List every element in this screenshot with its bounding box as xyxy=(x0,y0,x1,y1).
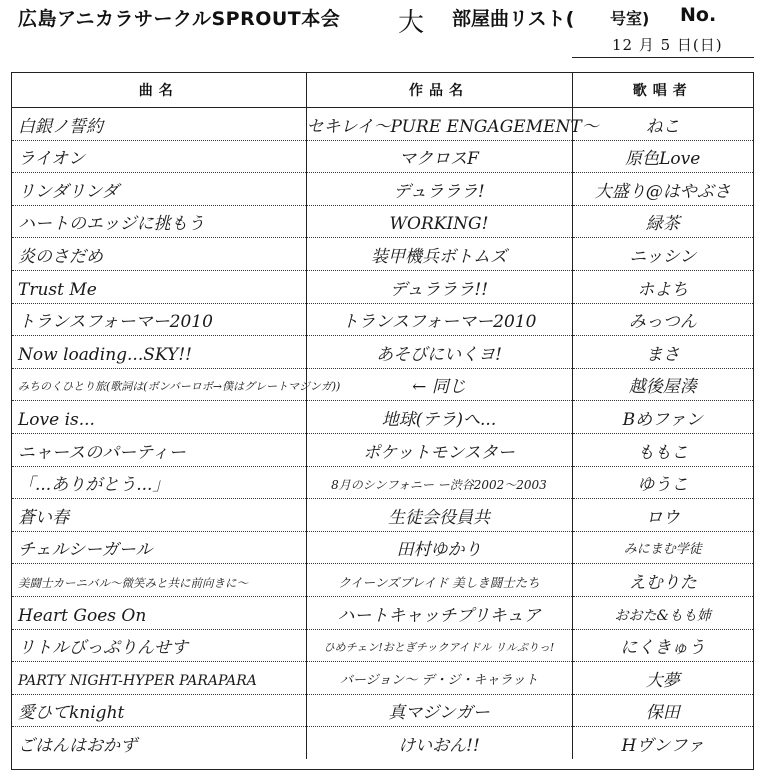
date-field: 12 月 5 日(日) xyxy=(612,36,723,54)
song-cell: トランスフォーマー2010 xyxy=(12,303,306,336)
work-cell: ← 同じ xyxy=(306,368,572,401)
date-underline xyxy=(572,57,754,58)
table-row xyxy=(12,564,753,597)
singer-cell: まさ xyxy=(572,336,753,369)
work-cell: 地球(テラ)へ... xyxy=(306,401,572,434)
song-cell: Trust Me xyxy=(12,270,306,303)
table-row xyxy=(12,205,753,238)
song-cell: ライオン xyxy=(12,140,306,173)
song-cell: ごはんはおかず xyxy=(12,727,306,759)
singer-cell: 緑茶 xyxy=(572,205,753,238)
work-cell: バージョン〜 デ・ジ・キャラット xyxy=(306,662,572,695)
singer-cell: ニッシン xyxy=(572,238,753,271)
song-table xyxy=(12,73,753,759)
table-row xyxy=(12,433,753,466)
song-cell: ハートのエッジに挑もう xyxy=(12,205,306,238)
column-header-singer: 歌唱者 xyxy=(572,73,753,108)
table-row xyxy=(12,368,753,401)
table-row xyxy=(12,727,753,759)
work-cell: 田村ゆかり xyxy=(306,531,572,564)
singer-cell: Hヴンファ xyxy=(621,735,704,756)
size-mark: 大 xyxy=(398,8,425,38)
table-row xyxy=(12,303,753,336)
table-row xyxy=(12,596,753,629)
work-cell: WORKING! xyxy=(306,205,572,238)
table-row xyxy=(12,662,753,695)
singer-cell: ゆうこ xyxy=(572,466,753,499)
song-cell: チェルシーガール xyxy=(12,531,306,564)
song-cell: 愛ひてknight xyxy=(12,694,306,727)
document-title: 広島アニカラサークルSPROUT本会 xyxy=(18,8,341,30)
work-cell: セキレイ〜PURE ENGAGEMENT〜 xyxy=(306,108,572,141)
table-row xyxy=(12,270,753,303)
song-cell: PARTY NIGHT-HYPER PARAPARA xyxy=(12,662,306,695)
table-row xyxy=(12,694,753,727)
column-header-work: 作品名 xyxy=(306,73,572,108)
song-cell: 白銀ノ誓約 xyxy=(12,108,306,141)
singer-cell: にくきゅう xyxy=(572,629,753,662)
work-cell: ポケットモンスター xyxy=(306,433,572,466)
list-label: 部屋曲リスト( xyxy=(452,8,575,30)
table-row xyxy=(12,238,753,271)
work-cell: けいおん!! xyxy=(306,727,572,759)
singer-cell: 原色Love xyxy=(572,140,753,173)
work-cell: ひめチェン!おとぎチックアイドル リルぷりっ! xyxy=(306,629,572,662)
work-cell: デュラララ!! xyxy=(306,270,572,303)
singer-cell: ももこ xyxy=(572,433,753,466)
work-cell: クイーンズブレイド 美しき闘士たち xyxy=(306,564,572,597)
table-row xyxy=(12,499,753,532)
work-cell: 真マジンガー xyxy=(306,694,572,727)
table-row xyxy=(12,629,753,662)
song-list-sheet xyxy=(11,72,754,770)
table-row xyxy=(12,401,753,434)
column-header-song: 曲名 xyxy=(12,73,306,108)
number-label: No. xyxy=(680,4,717,26)
singer-cell: おおた&もも姉 xyxy=(572,596,753,629)
singer-cell: ロウ xyxy=(572,499,753,532)
work-cell: 装甲機兵ボトムズ xyxy=(306,238,572,271)
work-cell: デュラララ! xyxy=(306,173,572,206)
table-row xyxy=(12,336,753,369)
song-cell: リトルびっぷりんせす xyxy=(12,629,306,662)
work-cell: トランスフォーマー2010 xyxy=(306,303,572,336)
song-cell: Heart Goes On xyxy=(12,596,306,629)
singer-cell: みっつん xyxy=(572,303,753,336)
singer-cell: みにまむ学徒 xyxy=(572,531,753,564)
singer-cell: 大盛り@はやぶさ xyxy=(572,173,753,206)
singer-cell: ホよち xyxy=(572,270,753,303)
work-cell: 8月のシンフォニー ー渋谷2002〜2003 xyxy=(306,466,572,499)
work-cell: あそびにいくヨ! xyxy=(306,336,572,369)
song-cell: リンダリンダ xyxy=(12,173,306,206)
singer-cell: 保田 xyxy=(572,694,753,727)
singer-cell: えむりた xyxy=(572,564,753,597)
table-row xyxy=(12,140,753,173)
song-cell: 蒼い春 xyxy=(12,499,306,532)
song-cell: ニャースのパーティー xyxy=(12,433,306,466)
table-row xyxy=(12,531,753,564)
song-cell: 「...ありがとう...」 xyxy=(12,466,306,499)
work-cell: ハートキャッチプリキュア xyxy=(306,596,572,629)
singer-cell: ねこ xyxy=(572,108,753,141)
song-cell: みちのくひとり旅(歌詞は(ボンバーロボ→僕はグレートマジンガ)) xyxy=(12,368,306,401)
room-label: 号室) xyxy=(610,9,650,28)
work-cell: 生徒会役員共 xyxy=(306,499,572,532)
song-cell: Now loading...SKY!! xyxy=(12,336,306,369)
singer-cell: Bめファン xyxy=(572,401,753,434)
work-cell: マクロスF xyxy=(306,140,572,173)
singer-cell: 越後屋湊 xyxy=(572,368,753,401)
table-row xyxy=(12,108,753,141)
table-header-row xyxy=(12,73,753,108)
table-row xyxy=(12,173,753,206)
song-cell: 美闘士カーニバル〜微笑みと共に前向きに〜 xyxy=(12,564,306,597)
singer-cell: 大夢 xyxy=(572,662,753,695)
table-row xyxy=(12,466,753,499)
song-cell: Love is... xyxy=(12,401,306,434)
song-cell: 炎のさだめ xyxy=(12,238,306,271)
